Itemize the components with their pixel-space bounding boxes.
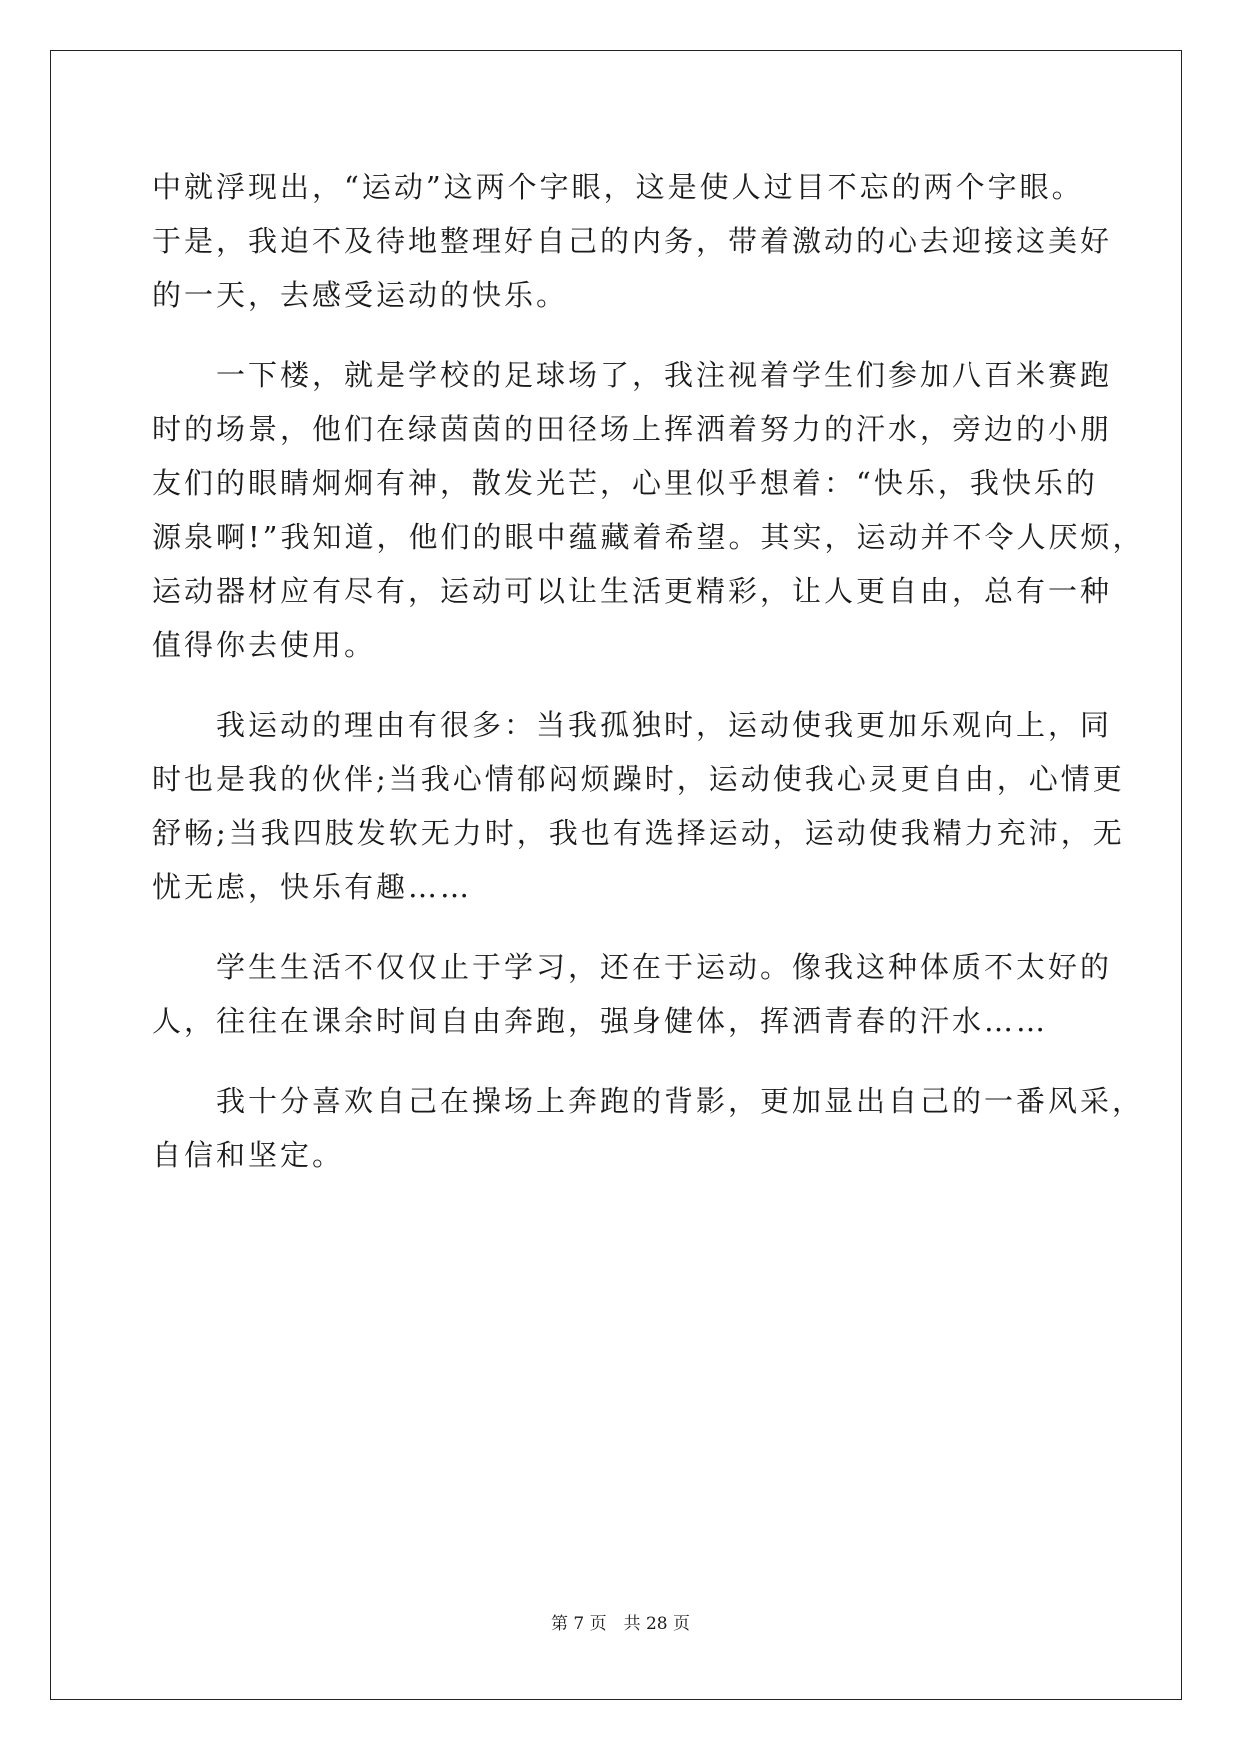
- paragraph: [152, 1074, 1145, 1182]
- paragraph: [152, 940, 1113, 1048]
- text-line: 友们的眼睛炯炯有神，散发光芒，心里似乎想着：“快乐，我快乐的: [152, 466, 1098, 500]
- text-line: 运动器材应有尽有，运动可以让生活更精彩，让人更自由，总有一种: [152, 574, 1113, 608]
- text-line: 的一天，去感受运动的快乐。: [152, 278, 569, 312]
- text-line: 自信和坚定。: [152, 1138, 345, 1172]
- paragraph: [152, 348, 1145, 672]
- text-line: 我十分喜欢自己在操场上奔跑的背影，更加显出自己的一番风采，: [152, 1084, 1145, 1118]
- text-line: 一下楼，就是学校的足球场了，我注视着学生们参加八百米赛跑: [152, 358, 1113, 392]
- text-line: 于是，我迫不及待地整理好自己的内务，带着激动的心去迎接这美好: [152, 224, 1113, 258]
- page-number-footer: 第 7 页 共 28 页: [550, 1614, 691, 1634]
- paragraph: [152, 160, 1113, 322]
- text-line: 时也是我的伙伴;当我心情郁闷烦躁时，运动使我心灵更自由，心情更: [152, 762, 1125, 796]
- text-line: 忧无虑，快乐有趣……: [152, 870, 473, 904]
- text-line: 中就浮现出，“运动”这两个字眼，这是使人过目不忘的两个字眼。: [152, 170, 1084, 204]
- text-line: 时的场景，他们在绿茵茵的田径场上挥洒着努力的汗水，旁边的小朋: [152, 412, 1113, 446]
- text-line: 源泉啊!”我知道，他们的眼中蕴藏着希望。其实，运动并不令人厌烦，: [152, 520, 1145, 554]
- document-body: [152, 160, 1145, 1182]
- text-line: 值得你去使用。: [152, 628, 377, 662]
- text-line: 我运动的理由有很多：当我孤独时，运动使我更加乐观向上，同: [152, 708, 1113, 742]
- text-line: 学生生活不仅仅止于学习，还在于运动。像我这种体质不太好的: [152, 950, 1113, 984]
- text-line: 舒畅;当我四肢发软无力时，我也有选择运动，运动使我精力充沛，无: [152, 816, 1125, 850]
- text-line: 人，往往在课余时间自由奔跑，强身健体，挥洒青春的汗水……: [152, 1004, 1049, 1038]
- paragraph: [152, 698, 1125, 914]
